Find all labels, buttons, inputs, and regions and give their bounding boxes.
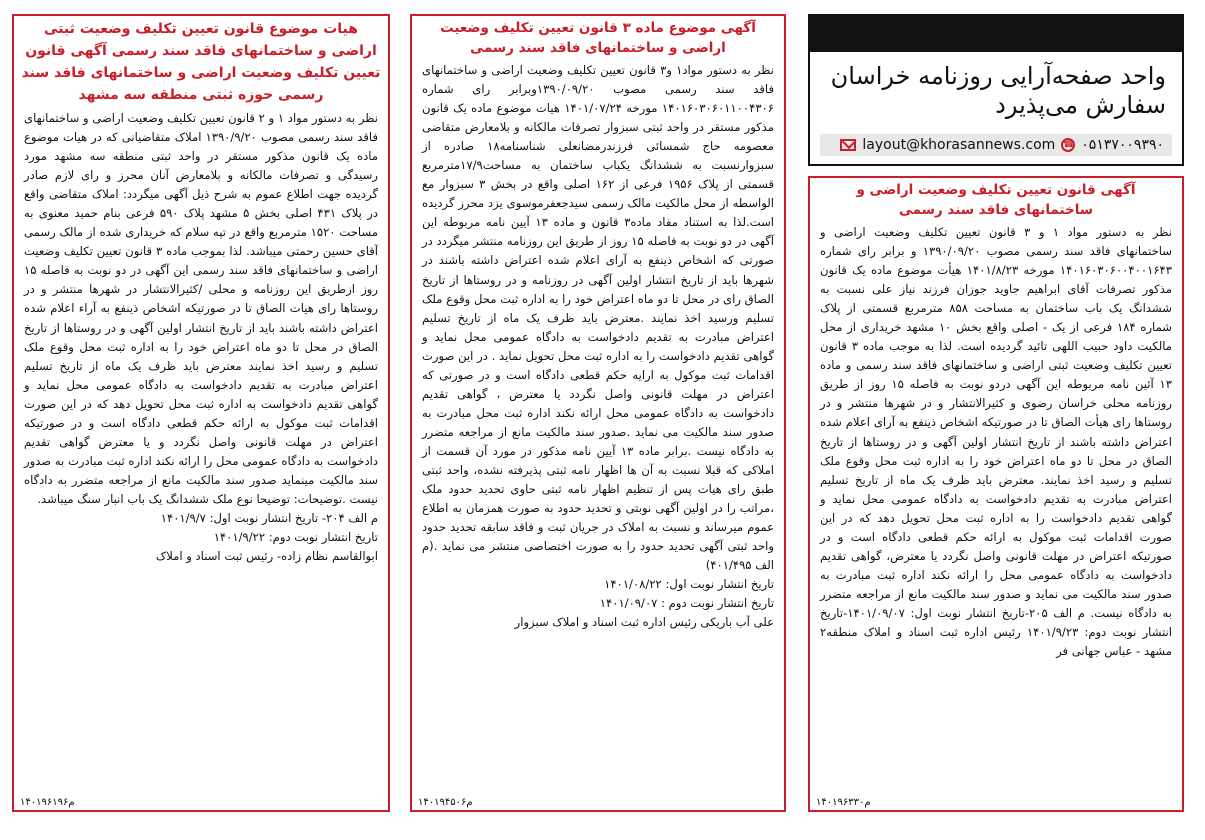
- notice-middle: [410, 14, 786, 812]
- notice-right: [808, 176, 1184, 812]
- notice-left-title: هیات موضوع قانون تعیین تکلیف وضعیت ثبتی اراضی و ساختمانهای فاقد سند رسمی آگهی قانون تعیین تکلیف وضعیت اراضی و ساختمانهای فاقد سند رسمی حوزه ثبتی منطقه سه مشهد: [21, 21, 381, 103]
- notice-left-paragraph: نظر به دستور مواد ۱ و ۲ قانون تعیین تکلیف وضعیت اراضی و ساختمانهای فاقد سند رسمی مصوب ۱۳۹۰/۹/۲۰ املاک متقاضیانی که در هیات موضوع ماده یک قانون مذکور مستقر در واحد ثبتی منطقه سه مشهد مورد رسیدگی و تصرفات مالکانه و بلامعارض آنان محرز و رای لازم صادر گردیده جهت اطلاع عموم به شرح ذیل آگهی میگردد: املاک متقاضی واقع در پلاک ۴۳۱ اصلی بخش ۵ مشهد پلاک ۵۹۰ فرعی بنام حمید معنوی به مساحت ۱۵۲۰ مترمربع واقع در تپه سلام که خریداری شده از مالک رسمی آقای حسین رحمتی میباشد. لذا بموجب ماده ۳ قانون تعیین تکلیف وضعیت اراضی و ساختمانهای فاقد سند رسمی این آگهی در دو نوبت به فاصله ۱۵ روز ازطریق این روزنامه و محلی /کثیرالانتشار در شهرها منتشر و در روستاها رای هیات الصاق تا در صورتیکه اشخاص ذینفع به آراء اعلام شده اعتراض داشته باشند باید از تاریخ انتشار اولین آگهی و در روستاها از تاریخ الصاق در محل تا دو ماه اعتراض خود را به اداره ثبت محل وقوع ملک تسلیم و رسید اخذ نمایند معترض باید ظرف یک ماه از تاریخ تسلیم اعتراض مبادرت به تقدیم دادخواست به دادگاه عمومی محل نماید و گواهی تقدیم دادخواست به اداره ثبت محل تحویل دهد که در این صورت اقدامات ثبت موکول به ارائه حکم قطعی دادگاه است و در صورتیکه اعتراض در مهلت قانونی واصل نگردد و یا معترض گواهی تقدیم دادخواست به دادگاه عمومی محل را ارائه نکند اداره ثبت مبادرت به صدور سند مالکیت مینماید صدور سند مالکیت مانع از مراجعه متضرر به دادگاه نیست .توضیحات: توضیحا نوع ملک ششدانگ یک باب انبار سنگ میباشد.: [24, 111, 379, 506]
- notice-middle-code: م۱۴۰۱۹۴۵۰۶: [418, 797, 473, 808]
- notice-left-signature: ابوالقاسم نظام زاده- رئیس ثبت اسناد و املاک: [155, 549, 378, 564]
- notice-middle-date-1: تاریخ انتشار نوبت اول: ۱۴۰۱/۰۸/۲۲: [604, 577, 774, 592]
- notice-left-ref: م الف ۲۰۴- تاریخ انتشار نوبت اول: ۱۴۰۱/۹/۷: [160, 510, 378, 525]
- notice-left-date: تاریخ انتشار نوبت دوم: ۱۴۰۱/۹/۲۲: [213, 530, 378, 545]
- notice-left: [12, 14, 390, 812]
- ad-header-bar: [810, 16, 1182, 52]
- ad-line-1: واحد صفحه‌آرایی روزنامه خراسان: [830, 62, 1166, 90]
- phone-icon: ☎: [1063, 140, 1075, 150]
- ad-phone[interactable]: ۰۵۱۳۷۰۰۹۳۹۰: [1081, 137, 1164, 153]
- notice-middle-paragraph: نظر به دستور مواد۱ و۳ قانون تعیین تکلیف وضعیت اراضی و ساختمانهای فاقد سند رسمی مصوب ۱۳۹۰/۰۹/۲۰وبرابر رای شماره ۱۴۰۱۶۰۳۰۶۰۱۱۰۰۴۳۰۶ مورخه ۱۴۰۱/۰۷/۲۴ هیات موضوع ماده یک قانون مذکور مستقر در واحد ثبتی سبزوار تصرفات مالکانه و بلامعارض متقاضی معصومه حاج شمسائی فرزندرمضانعلی شناسنامه۱۸ صادره از سبزوارنسبت به ششدانگ یکباب ساختمان به مساحت۱۷/۹مترمربع قسمتی از پلاک ۱۹۵۶ فرعی از ۱۶۲ اصلی واقع در بخش ۳ سبزوار مع الواسطه از محل مالکیت مالک رسمی سیدجعفرموسوی یزد محرز گردیده است.لذا به استناد مفاد ماده۳ قانون و ماده ۱۳ آیین نامه مربوطه این آگهی در دو نوبت به فاصله ۱۵ روز از طریق این روزنامه منتشر میگردد در صورتی که اشخاص ذینفع به آرای اعلام شده اعتراض داشته باشند در شهرها باید از تاریخ انتشار اولین آگهی در روزنامه و در روستاها از تاریخ الصاق رای در محل تا دو ماه اعتراض خود را به اداره ثبت محل وقوع ملک تسلیم ورسید اخذ نمایند .معترض باید ظرف یک ماه از تاریخ تسلیم اعتراض مبادرت به تقدیم دادخواست به دادگاه عمومی محل نماید و گواهی تقدیم دادخواست را به اداره ثبت محل تحویل نماید . در این صورت اقدامات ثبت موکول به ارایه حکم قطعی دادگاه است و در صورتی که اعتراض در مهلت قانونی واصل نگردد یا معترض ، گواهی تقدیم دادخواست به دادگاه عمومی محل ارائه نکند اداره ثبت محل مبادرت به صدور سند مالکیت می نماید .صدور سند مالکیت مانع از مراجعه متضرر به دادگاه نیست .برابر ماده ۱۳ آیین نامه مذکور در مورد آن قسمت از املاکی که قبلا نسبت به آن ها اظهار نامه ثبتی پذیرفته نشده، واحد ثبتی طبق رای هیات پس از تنظیم اظهار نامه ثبتی حاوی تحدید حدود ملک ،مراتب را در اولین آگهی نوبتی و تحدید حدود به صورت همزمان به اطلاع عموم میرساند و نسبت به املاک در جریان ثبت و فاقد سابقه تحدید حدود واحد ثبتی آگهی تحدید حدود را به صورت اختصاصی منتشر می نماید .(م الف ۴۰۱/۴۹۵): [422, 63, 775, 573]
- notice-middle-signature: علی آب باریکی رئیس اداره ثبت اسناد و املاک سبزوار: [514, 615, 774, 630]
- notice-middle-title: آگهی موضوع ماده ۳ قانون تعیین تکلیف وضعیت اراضی و ساختمانهای فاقد سند رسمی: [440, 20, 756, 56]
- notice-middle-body: [412, 58, 784, 632]
- ad-line-2: سفارش می‌پذیرد: [995, 91, 1166, 119]
- notice-right-paragraph: نظر به دستور مواد ۱ و ۳ قانون تعیین تکلیف وضعیت اراضی و ساختمانهای فاقد سند رسمی مصوب ۱۳۹۰/۰۹/۲۰ و برابر رای شماره ۱۴۰۱۶۰۳۰۶۰۰۴۰۰۱۶۴۳ مورخه ۱۴۰۱/۸/۲۳ هیأت موضوع ماده یک قانون مذکور تصرفات آقای ابراهیم جاوید جوزان فرزند نیاز علی نسبت به ششدانگ یک باب ساختمان به مساحت ۸۵۸ مترمربع قسمتی از پلاک شماره ۱۸۴ فرعی از یک - اصلی واقع بخش ۱۰ مشهد خریداری از محل مالکیت داود حبیب اللهی تائید گردیده است. لذا به موجب ماده ۳ قانون تعیین تکلیف وضعیت ثبتی اراضی و ساختمانهای فاقد سند رسمی و ماده ۱۳ آئین نامه مربوطه این آگهی دردو نوبت به فاصله ۱۵ روز از طریق روزنامه محلی خراسان رضوی و کثیرالانتشار و در شهرها منتشر و در روستاها رای هیأت الصاق تا در صورتیکه اشخاص ذینفع به آرای اعلام شده اعتراض داشته باشند از تاریخ انتشار اولین آگهی و در روستاها از تاریخ الصاق در محل تا دو ماه اعتراض خود را به اداره ثبت محل وقوع ملک تسلیم و رسید اخذ نمایند. معترض باید ظرف یک ماه از تاریخ تسلیم اعتراض مبادرت به تقدیم دادخواست به دادگاه عمومی محل نماید و گواهی تقدیم دادخواست را به اداره ثبت محل تحویل دهد که در این صورت اقدامات ثبت موکول به ارائه حکم قطعی دادگاه است و در صورتیکه اعتراض در مهلت قانونی واصل نگردد یا معترض، گواهی تقدیم دادخواست به دادگاه عمومی محل را ارائه نکند اداره ثبت مبادرت به صدور سند مالکیت می نماید و صدور سند مالکیت مانع از مراجعه متضرر به دادگاه نیست. م الف ۲۰۵-تاریخ انتشار نوبت اول: ۱۴۰۱/۰۹/۰۷-تاریخ انتشار نوبت دوم: ۱۴۰۱/۹/۲۳ رئیس اداره ثبت اسناد و املاک منطقه۲ مشهد - عباس جهانی فر: [820, 225, 1173, 659]
- mail-icon: [840, 139, 856, 151]
- ad-email[interactable]: layout@khorasannews.com: [862, 137, 1056, 153]
- notice-middle-date-2: تاریخ انتشار نوبت دوم : ۱۴۰۱/۰۹/۰۷: [599, 596, 774, 611]
- notice-right-code: م۱۴۰۱۹۶۳۳۰: [816, 797, 871, 808]
- ad-box: [808, 14, 1184, 166]
- ad-contact-bar: [820, 134, 1172, 156]
- notice-right-body: [810, 220, 1182, 661]
- notice-right-title: آگهی قانون تعیین تکلیف وضعیت اراضی و ساختمانهای فاقد سند رسمی: [856, 182, 1136, 218]
- notice-left-code: م۱۴۰۱۹۶۱۹۶: [20, 797, 75, 808]
- notice-left-body: [14, 106, 388, 566]
